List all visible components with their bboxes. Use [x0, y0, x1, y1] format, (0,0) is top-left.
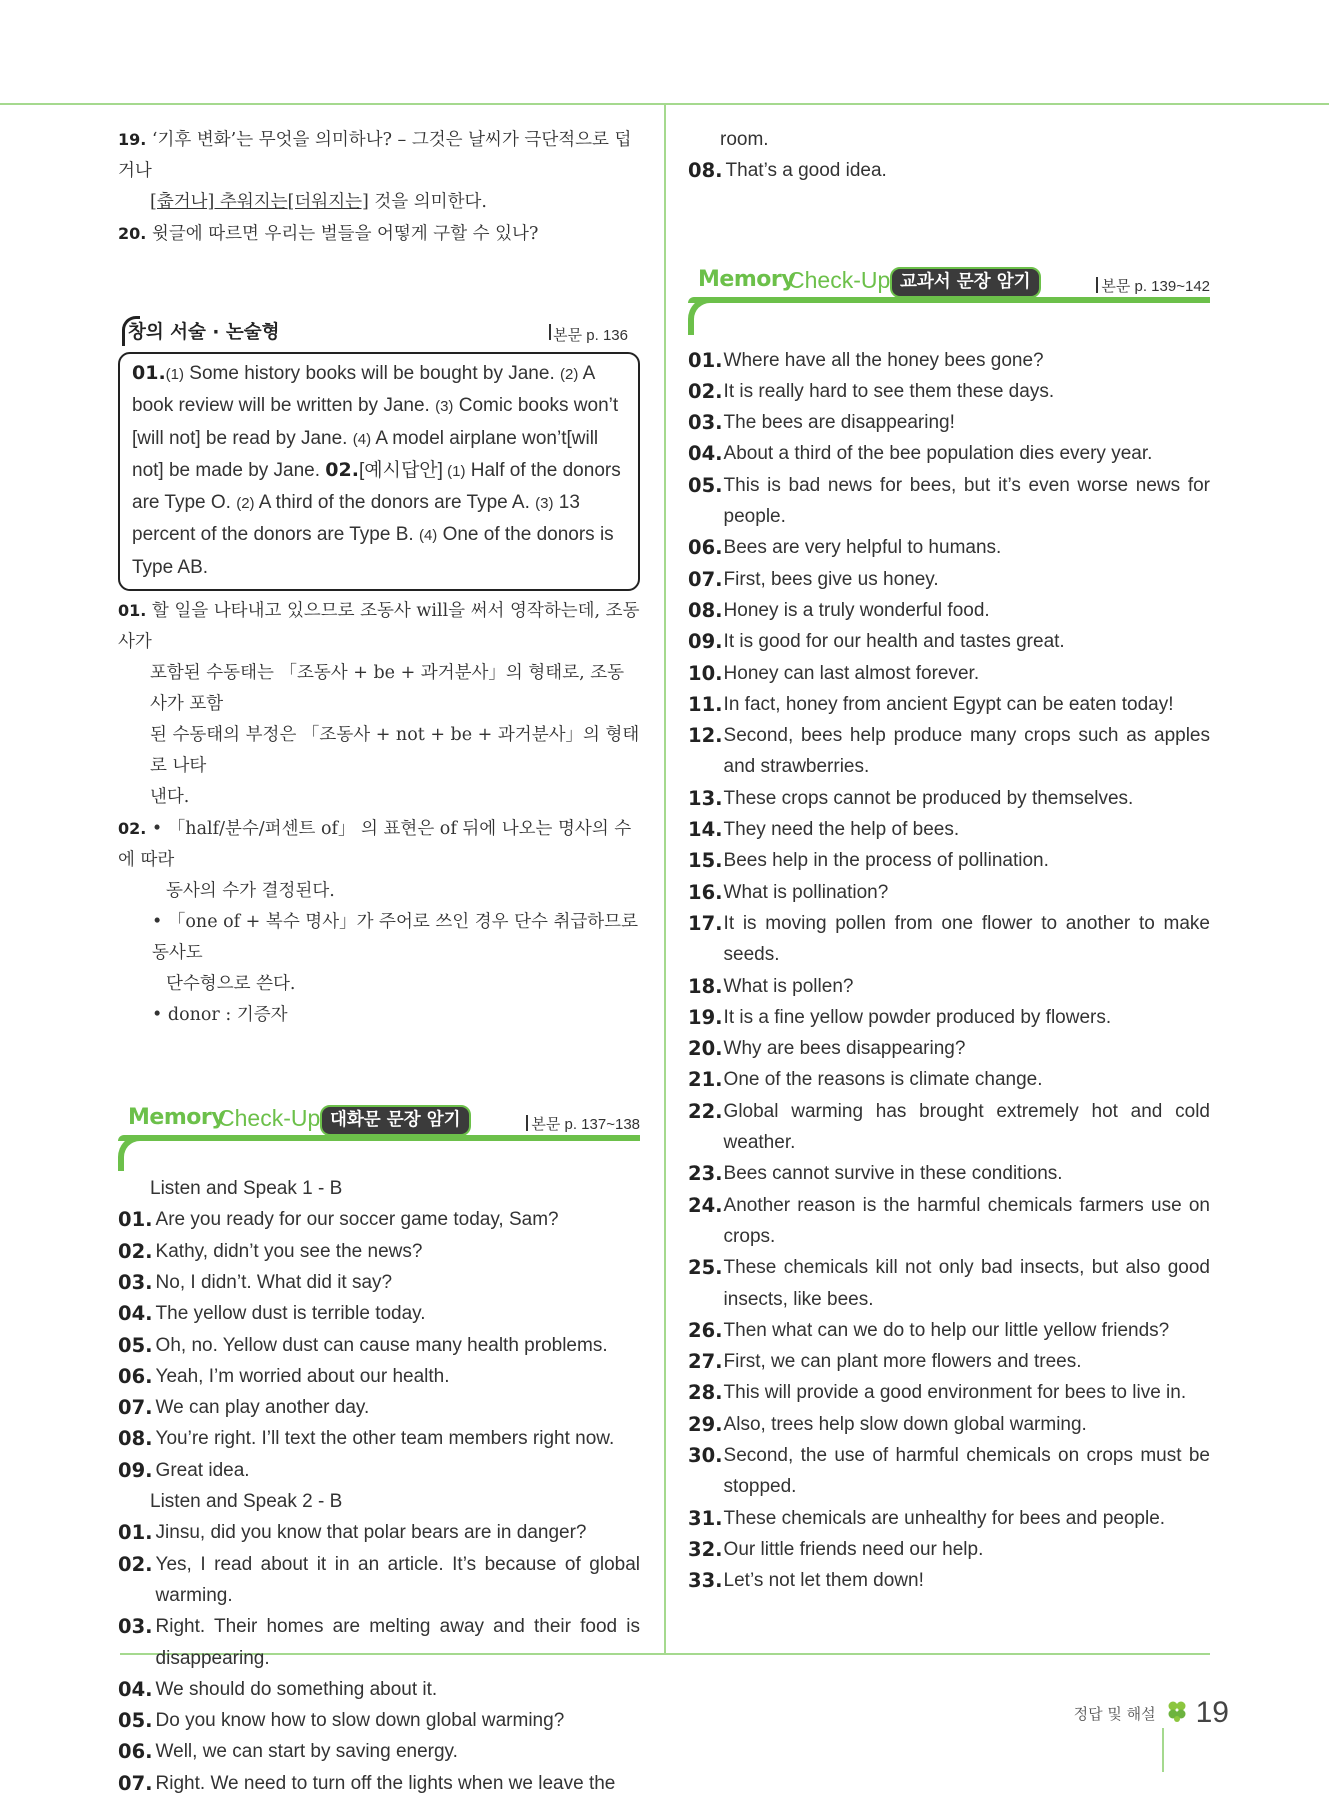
exp-text: • 「half/분수/퍼센트 of」 의 표현은 of 뒤에 나오는 명사의 수에 따라 [118, 819, 632, 871]
list-item [688, 1534, 1210, 1565]
item-number: 15. [688, 849, 723, 873]
creative-section-heading [118, 316, 640, 350]
q19-text-a: 기후 변화’는 무엇을 의미하나? – 그것은 날씨가 극단적으로 덥거나 [118, 130, 632, 181]
list-item [688, 376, 1210, 407]
page-number: 19 [1195, 1696, 1229, 1729]
item-number: 09. [118, 1458, 153, 1482]
answer-text: 13 [553, 492, 580, 514]
item-number: 31. [688, 1506, 723, 1530]
item-number: 29. [688, 1412, 723, 1436]
textbook-pill: 교과서 문장 암기 [890, 267, 1041, 298]
list-item [688, 845, 1210, 876]
list-item [118, 1517, 640, 1548]
list-item [688, 1033, 1210, 1064]
list-item [688, 1409, 1210, 1440]
heading-rule [118, 1135, 640, 1141]
item-number: 14. [688, 818, 723, 842]
sub-7: (3) [535, 495, 554, 513]
continued-room: room. [720, 129, 769, 150]
q19-text-b: [춥거나] 추워지는[더워지는] [150, 192, 369, 212]
exp-text: 단수형으로 쓴다. [166, 974, 296, 995]
item-text: It is good for our health and tastes great. [723, 631, 1065, 653]
checkup-word: Check-Up [218, 1105, 321, 1132]
item-text: In fact, honey from ancient Egypt can be eaten today! [723, 693, 1174, 715]
item-number: 07. [688, 567, 723, 591]
item-text: Second, the use of harmful chemicals on crops must be stopped. [723, 1444, 1210, 1498]
question-19-cont [118, 187, 640, 218]
q19-open-quote: ‘ [151, 130, 158, 150]
answer-text: not] be made by Jane. [132, 459, 326, 481]
item-number: 06. [118, 1364, 153, 1388]
item-number: 05. [118, 1333, 153, 1357]
exp-02-number: 02. [118, 819, 147, 839]
item-number: 28. [688, 1381, 723, 1405]
list-item [688, 877, 1210, 908]
list-item [688, 564, 1210, 595]
list-item [688, 345, 1210, 376]
list-item [688, 1315, 1210, 1346]
item-number: 18. [688, 974, 723, 998]
dialogue-pill: 대화문 문장 암기 [320, 1105, 471, 1136]
item-number: 17. [688, 911, 723, 935]
list-item [688, 720, 1210, 783]
q20-text: 윗글에 따르면 우리는 벌들을 어떻게 구할 수 있나? [151, 224, 539, 244]
item-text: This is bad news for bees, but it’s even worse news for people. [723, 474, 1210, 528]
exp-text: • 「one of + 복수 명사」가 주어로 쓰인 경우 단수 취급하므로 동사도 [152, 912, 638, 964]
q20-number: 20. [118, 224, 147, 243]
item-text: Bees help in the process of pollination. [723, 850, 1049, 872]
item-text: Global warming has brought extremely hot and cold weather. [723, 1100, 1210, 1154]
answer-text: A third of the donors are Type A. [254, 492, 536, 514]
sub-8: (4) [418, 527, 438, 545]
item-number: 32. [688, 1537, 723, 1561]
answer-text: Type AB. [132, 556, 209, 578]
item-text: Bees cannot survive in these conditions. [723, 1163, 1063, 1185]
item-text: The bees are disappearing! [723, 412, 955, 434]
list-item [688, 1252, 1210, 1315]
item-text: It is really hard to see them these days. [723, 380, 1055, 402]
list-item [688, 1064, 1210, 1095]
item-text: Also, trees help slow down global warming. [723, 1413, 1087, 1435]
exp-01-line-4 [118, 782, 640, 813]
item-number: 01. [688, 348, 723, 372]
item-number: 05. [688, 473, 723, 497]
item-number: 03. [118, 1270, 153, 1294]
item-text: It is a fine yellow powder produced by flowers. [723, 1006, 1112, 1028]
list-item [688, 407, 1210, 438]
item-number: 04. [118, 1302, 153, 1326]
item-number: 01. [118, 1521, 153, 1545]
exp-01-number: 01. [118, 601, 147, 621]
list-item [118, 1674, 640, 1705]
listen-speak-2-title: Listen and Speak 2 - B [150, 1491, 343, 1513]
answer-text: book review will be written by Jane. [132, 395, 436, 417]
item-text: No, I didn’t. What did it say? [155, 1271, 393, 1293]
item-text: Do you know how to slow down global warming? [155, 1710, 565, 1732]
item-number: 20. [688, 1037, 723, 1061]
item-number: 01. [118, 1208, 153, 1232]
sub-5: (1) [442, 462, 466, 480]
item-text: Yes, I read about it in an article. It’s because of global warming. [155, 1553, 640, 1606]
listen-speak-2-list [118, 1517, 640, 1799]
page-footer [1074, 1696, 1229, 1730]
list-item [688, 658, 1210, 689]
list-item [688, 1377, 1210, 1408]
q19-number: 19. [118, 130, 147, 149]
item-text: One of the reasons is climate change. [723, 1069, 1043, 1091]
textbook-sentence-list [688, 345, 1210, 1597]
q19-text-c: 것을 의미한다. [368, 192, 487, 212]
item-text: They need the help of bees. [723, 819, 960, 841]
answer-line-2 [132, 390, 626, 422]
item-number: 04. [118, 1677, 153, 1701]
item-text: Honey is a truly wonderful food. [723, 599, 990, 621]
answer-box [118, 352, 640, 591]
exp-text: 동사의 수가 결정된다. [166, 881, 335, 902]
answer-text: Some history books will be bought by Jane. [184, 363, 560, 384]
dialogue-page-ref: 본문 p. 137~138 [531, 1116, 640, 1134]
explanations [118, 595, 640, 1031]
item-number: 02. [118, 1239, 153, 1263]
item-number: 03. [688, 411, 723, 435]
item-number: 07. [118, 1771, 153, 1795]
list-item [688, 689, 1210, 720]
item-number: 23. [688, 1162, 723, 1186]
item-text: Then what can we do to help our little yellow friends? [723, 1319, 1170, 1341]
item-text: Second, bees help produce many crops such as apples and strawberries. [723, 725, 1210, 778]
item-number: 05. [118, 1709, 153, 1733]
item-number: 24. [688, 1193, 723, 1217]
exp-text: 할 일을 나타내고 있으므로 조동사 will을 써서 영작하는데, 조동사가 [118, 601, 640, 653]
list-item [688, 908, 1210, 971]
answer-text: are Type O. [132, 492, 237, 514]
answer-line-3 [132, 423, 626, 455]
list-item [688, 1503, 1210, 1534]
answer-text: A [578, 363, 596, 384]
list-item [688, 1158, 1210, 1189]
list-item [118, 1204, 640, 1235]
answer-line-7 [132, 552, 626, 583]
item-text: Another reason is the harmful chemicals farmers use on crops. [723, 1194, 1210, 1247]
item-text: Why are bees disappearing? [723, 1038, 966, 1060]
listen-speak-1-title: Listen and Speak 1 - B [150, 1178, 343, 1200]
ref-bar [549, 324, 551, 340]
list-item [688, 1002, 1210, 1033]
list-item [688, 1346, 1210, 1377]
item-text: The yellow dust is terrible today. [155, 1303, 426, 1325]
list-item [118, 1298, 640, 1329]
exp-01-line-2 [118, 658, 640, 720]
item-number: 22. [688, 1099, 723, 1123]
item-text: That’s a good idea. [725, 160, 887, 182]
exp-02-line-1 [118, 813, 640, 876]
item-text: First, bees give us honey. [723, 568, 939, 590]
ref-bar [526, 1115, 528, 1131]
answer-line-5 [132, 487, 626, 519]
exp-02-line-4 [118, 969, 640, 1000]
exp-02-line-3 [118, 907, 640, 969]
answer-text: [will not] be read by Jane. [132, 427, 353, 449]
item-number: 03. [118, 1615, 153, 1639]
list-item [688, 595, 1210, 626]
item-number: 06. [118, 1740, 153, 1764]
item-number: 08. [688, 598, 723, 622]
list-item [118, 1549, 640, 1612]
item-text: We can play another day. [155, 1397, 370, 1419]
item-number: 25. [688, 1256, 723, 1280]
item-text: Our little friends need our help. [723, 1538, 984, 1560]
item-number: 12. [688, 724, 723, 748]
item-number: 09. [688, 630, 723, 654]
memory-word: Memory [698, 266, 796, 292]
list-item [118, 1705, 640, 1736]
item-text: These chemicals kill not only bad insects, but also good insects, like bees. [723, 1257, 1210, 1310]
item-number: 10. [688, 661, 723, 685]
question-19 [118, 124, 640, 187]
list-item [118, 1423, 640, 1454]
list-item [118, 1736, 640, 1767]
list-item [118, 1236, 640, 1267]
list-item [688, 1096, 1210, 1159]
exp-text: 된 수동태의 부정은 「조동사 + not + be + 과거분사」의 형태로 나타 [150, 725, 640, 777]
item-number: 21. [688, 1068, 723, 1092]
memory-checkup-heading-dialogue [118, 1105, 640, 1175]
exp-text: • donor : 기증자 [152, 1005, 288, 1026]
exp-02-line-5 [118, 1000, 640, 1031]
item-number: 08. [118, 1427, 153, 1451]
item-number: 02. [688, 379, 723, 403]
item-number: 13. [688, 786, 723, 810]
memory-checkup-heading-textbook [688, 267, 1210, 345]
item-text: You’re right. I’ll text the other team members right now. [155, 1428, 615, 1450]
list-item [688, 470, 1210, 533]
answer-line-1 [132, 358, 626, 390]
sub-1: (1) [165, 366, 185, 383]
item-number: 19. [688, 1005, 723, 1029]
list-item [688, 438, 1210, 469]
item-text: We should do something about it. [155, 1678, 438, 1700]
item-text: Well, we can start by saving energy. [155, 1741, 458, 1763]
list-item [688, 1565, 1210, 1596]
list-item [118, 1361, 640, 1392]
list-item [688, 532, 1210, 563]
item-text: This will provide a good environment for bees to live in. [723, 1382, 1187, 1404]
item-number: 07. [118, 1396, 153, 1420]
item-text: First, we can plant more flowers and trees. [723, 1351, 1082, 1373]
item-number: 27. [688, 1350, 723, 1374]
list-item [688, 814, 1210, 845]
list-item [118, 1267, 640, 1298]
list-item [118, 1455, 640, 1486]
answer-text: A model airplane won’t[will [371, 427, 599, 449]
continued-08 [688, 155, 1210, 186]
heading-rule [688, 297, 1210, 303]
column-divider [664, 103, 666, 1653]
item-text: Great idea. [155, 1459, 250, 1481]
memory-word: Memory [128, 1105, 226, 1131]
leaf-cluster-icon [1164, 1698, 1190, 1729]
footer-label: 정답 및 해설 [1073, 1704, 1156, 1723]
item-number: 33. [688, 1569, 723, 1593]
example-answer-tag: [예시답안] [358, 459, 443, 481]
item-text: These chemicals are unhealthy for bees and people. [723, 1507, 1166, 1529]
exp-text: 낸다. [150, 787, 190, 808]
answer-02-number: 02. [325, 458, 359, 481]
list-item [118, 1392, 640, 1423]
list-item [688, 971, 1210, 1002]
item-number: 04. [688, 442, 723, 466]
answer-text: percent of the donors are Type B. [132, 524, 419, 546]
exp-text: 포함된 수동태는 「조동사 + be + 과거분사」의 형태로, 조동사가 포함 [150, 663, 625, 715]
item-text: Where have all the honey bees gone? [723, 349, 1044, 371]
item-text: Are you ready for our soccer game today, Sam? [155, 1209, 559, 1231]
answer-text: Comic books won’t [453, 395, 619, 417]
textbook-page-ref: 본문 p. 139~142 [1101, 277, 1210, 295]
item-number: 30. [688, 1443, 723, 1467]
item-text: Jinsu, did you know that polar bears are in danger? [155, 1522, 587, 1544]
item-number: 26. [688, 1318, 723, 1342]
sub-6: (2) [236, 495, 255, 513]
item-number: 02. [118, 1552, 153, 1576]
sub-4: (4) [352, 430, 372, 448]
answer-line-4 [132, 455, 626, 487]
list-item [118, 1330, 640, 1361]
item-text: Right. Their homes are melting away and their food is disappearing. [155, 1616, 640, 1669]
item-text: Right. We need to turn off the lights when we leave the [155, 1772, 616, 1794]
item-number: 08. [688, 159, 723, 183]
list-item [688, 1190, 1210, 1253]
exp-02-line-2 [118, 876, 640, 907]
item-text: Oh, no. Yellow dust can cause many health problems. [155, 1334, 608, 1356]
answer-text: One of the donors is [437, 524, 614, 546]
item-number: 06. [688, 536, 723, 560]
listen-speak-1-list [118, 1204, 640, 1486]
sub-3: (3) [435, 398, 454, 416]
checkup-word: Check-Up [788, 266, 891, 293]
item-number: 11. [688, 692, 723, 716]
item-text: About a third of the bee population dies every year. [723, 443, 1153, 465]
right-column [688, 124, 1210, 1596]
answer-text: Half of the donors [465, 459, 621, 481]
item-text: What is pollen? [723, 975, 854, 997]
item-text: Bees are very helpful to humans. [723, 537, 1002, 559]
question-20 [118, 218, 640, 250]
list-item [688, 626, 1210, 657]
footer-decor-line [1162, 1728, 1164, 1772]
item-text: It is moving pollen from one flower to another to make seeds. [723, 912, 1210, 966]
exp-01-line-1 [118, 595, 640, 658]
answer-01-number: 01. [132, 362, 166, 384]
sub-2: (2) [560, 366, 579, 383]
exp-01-line-3 [118, 720, 640, 782]
ref-bar [1096, 277, 1098, 293]
list-item [118, 1611, 640, 1674]
creative-page-ref: 본문 p. 136 [553, 327, 628, 344]
list-item [688, 783, 1210, 814]
item-text: Let’s not let them down! [723, 1570, 924, 1592]
creative-label: 창의 서술 · 논술형 [128, 322, 280, 343]
item-text: Yeah, I’m worried about our health. [155, 1365, 450, 1387]
list-item [118, 1768, 640, 1799]
item-text: These crops cannot be produced by themselves. [723, 787, 1134, 809]
list-item [688, 1440, 1210, 1503]
left-column [118, 124, 640, 1799]
answer-line-6 [132, 519, 626, 551]
item-text: Honey can last almost forever. [723, 662, 980, 684]
item-number: 16. [688, 880, 723, 904]
item-text: Kathy, didn’t you see the news? [155, 1240, 423, 1262]
item-text: What is pollination? [723, 881, 889, 903]
